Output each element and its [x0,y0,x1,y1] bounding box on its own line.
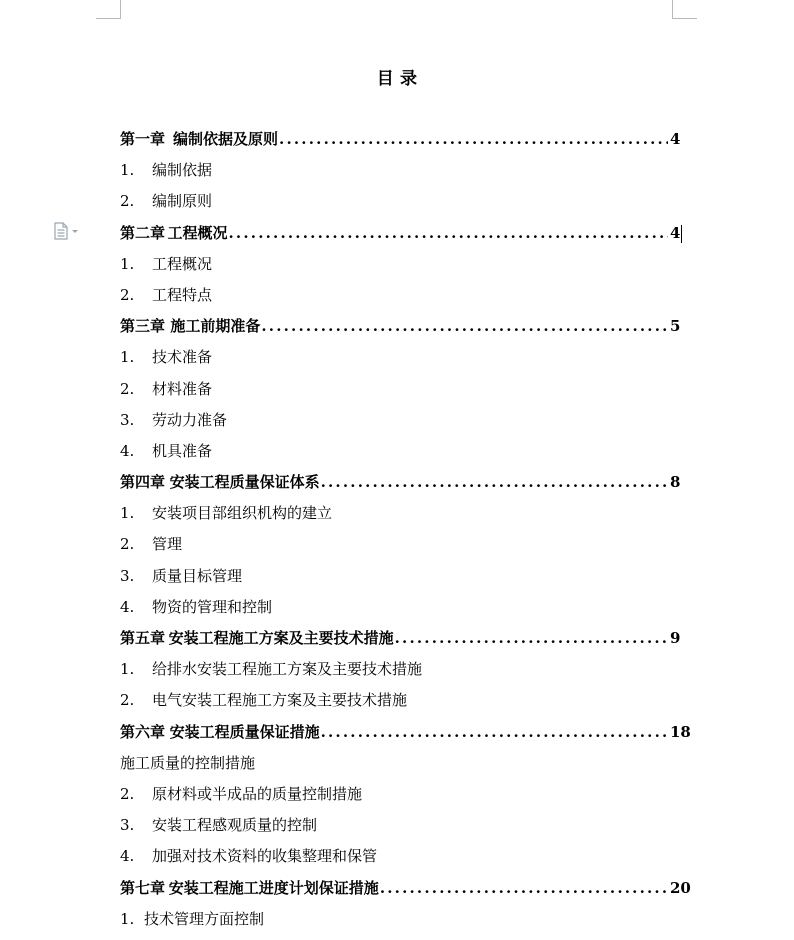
toc-item[interactable]: 1. 编制依据 [120,161,213,180]
toc-item-label: 安装工程感观质量的控制 [152,816,318,835]
dot-leader [261,311,668,342]
toc-item-label: 技术管理方面控制 [144,909,265,928]
table-of-contents [120,124,691,935]
chapter-number: 第五章 [120,629,166,647]
chapter-title: 工程概况 [167,223,228,242]
toc-item-label: 施工质量的控制措施 [120,753,256,772]
dot-leader [380,873,668,904]
toc-item-label: 劳动力准备 [152,410,228,429]
toc-item[interactable]: 1. 技术准备 [120,348,213,367]
toc-item[interactable]: 1. 技术管理方面控制 [120,909,265,928]
toc-item[interactable]: 2. 材料准备 [120,379,213,398]
chapter-title: 安装工程施工方案及主要技术措施 [168,629,394,647]
dot-leader [229,218,669,249]
toc-item-label: 质量目标管理 [152,566,243,585]
toc-chapter-6[interactable] [120,717,691,748]
toc-item-label: 管理 [152,535,183,554]
page-corner-mark-right [672,0,697,19]
dot-leader [321,467,668,498]
chapter-number: 第七章 [120,878,166,897]
toc-item-label: 给排水安装工程施工方案及主要技术措施 [152,660,423,679]
toc-item-label: 物资的管理和控制 [152,597,273,616]
page-number: 8 [670,473,681,492]
toc-item[interactable]: 1. 给排水安装工程施工方案及主要技术措施 [120,660,423,679]
toc-item[interactable]: 2. 编制原则 [120,192,213,211]
toc-item[interactable]: 3. 质量目标管理 [120,566,243,585]
toc-item-label: 安装项目部组织机构的建立 [152,504,333,523]
toc-item-label: 机具准备 [152,441,213,460]
chapter-number: 第一章 [120,130,166,148]
chapter-title: 安装工程质量保证措施 [169,722,320,741]
toc-item[interactable]: 4. 物资的管理和控制 [120,597,273,616]
paragraph-options-icon[interactable] [53,222,79,240]
dot-leader [395,623,668,654]
toc-item-label: 电气安装工程施工方案及主要技术措施 [152,691,408,710]
toc-item[interactable]: 2. 管理 [120,535,183,554]
toc-chapter-7[interactable] [120,873,691,904]
chapter-number: 第六章 [120,722,166,741]
toc-item[interactable]: 4. 机具准备 [120,441,213,460]
page-number: 20 [670,878,691,897]
chapter-number: 第二章 [120,223,166,242]
dot-leader [279,124,668,155]
chapter-number: 第三章 [120,317,166,336]
toc-item-label: 加强对技术资料的收集整理和保管 [152,847,378,866]
toc-item[interactable]: 2. 工程特点 [120,285,213,304]
toc-item[interactable]: 2. 原材料或半成品的质量控制措施 [120,784,363,803]
toc-chapter-2[interactable] [120,218,680,249]
toc-item[interactable]: 4. 加强对技术资料的收集整理和保管 [120,847,378,866]
page-number: 5 [670,317,681,336]
toc-item[interactable]: 3. 安装工程感观质量的控制 [120,816,318,835]
toc-item-label: 编制依据 [152,161,213,180]
page-number: 4 [670,130,681,148]
chapter-title: 编制依据及原则 [173,130,279,148]
chapter-number: 第四章 [120,473,166,492]
toc-item[interactable]: 1. 安装项目部组织机构的建立 [120,504,333,523]
toc-item-label: 工程特点 [152,285,213,304]
toc-item[interactable]: 2. 电气安装工程施工方案及主要技术措施 [120,691,408,710]
page-corner-mark-left [96,0,121,19]
toc-item[interactable] [120,748,680,779]
toc-item-label: 技术准备 [152,348,213,367]
toc-item-label: 工程概况 [152,254,213,273]
toc-chapter-4[interactable] [120,467,680,498]
toc-title: 目 录 [376,69,418,89]
dot-leader [321,717,668,748]
toc-chapter-3[interactable] [120,311,680,342]
toc-item-label: 材料准备 [152,379,213,398]
toc-item[interactable]: 3. 劳动力准备 [120,410,228,429]
toc-item[interactable]: 1. 工程概况 [120,254,213,273]
page-number: 9 [670,629,681,647]
toc-chapter-1[interactable] [120,124,680,155]
chapter-title: 安装工程施工进度计划保证措施 [168,878,379,897]
chapter-title: 施工前期准备 [170,317,261,336]
toc-chapter-5[interactable] [120,623,680,654]
chapter-title: 安装工程质量保证体系 [169,473,320,492]
toc-item-label: 原材料或半成品的质量控制措施 [152,784,363,803]
toc-item-label: 编制原则 [152,192,213,211]
text-cursor [681,225,682,243]
page-number: 18 [670,722,691,741]
page-number: 4 [670,223,681,242]
